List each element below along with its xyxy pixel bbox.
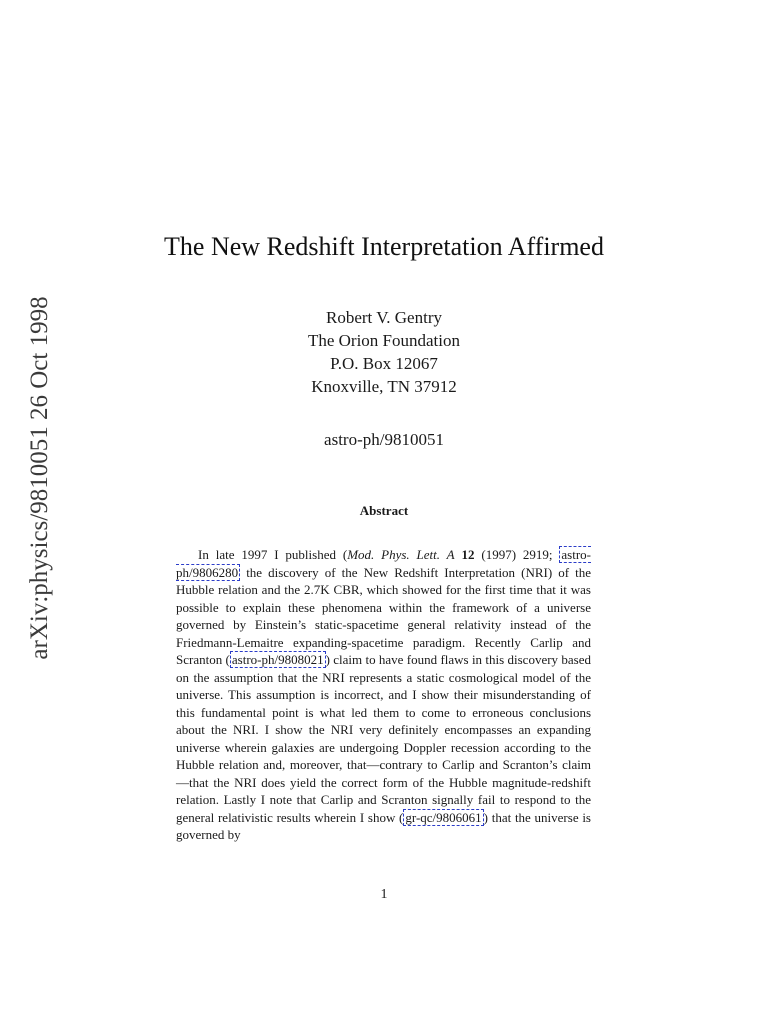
reference-link-2[interactable]: astro-ph/9808021 [231, 652, 324, 667]
author-block [0, 306, 768, 398]
author-organization: The Orion Foundation [307, 331, 461, 350]
page-number: 1 [380, 887, 388, 902]
journal-name: Mod. Phys. Lett. A [347, 547, 455, 562]
abstract-text-3: the discovery of the New Redshift Interpretation (NRI) of the Hubble relation and the 2.7K CBR, which showed for the first time that it was possible to explain these phenomena within the framework of a universe governed by Einstein’s static-spacetime general relativity instead of the Friedmann-Lemaitre expanding-spacetime paradigm. Recently Carlip and Scranton ( [176, 564, 591, 667]
author-address-line2: Knoxville, TN 37912 [311, 377, 457, 396]
abstract-text-5: ) that the universe is governed by [176, 809, 591, 842]
author-name: Robert V. Gentry [325, 308, 442, 327]
reference-link-1[interactable]: astro-ph/9806280 [176, 547, 592, 580]
author-address-line1: P.O. Box 12067 [330, 354, 438, 373]
paper-id: astro-ph/9810051 [324, 430, 444, 449]
abstract-text-4: ) claim to have found flaws in this discovery based on the assumption that the NRI represents a static cosmological model of the universe. This assumption is incorrect, and I show their misunderstanding of this fundamental point is what led them to come to erroneous conclusions about the NRI. I show the NRI very definitely encompasses an expanding universe wherein galaxies are undergoing Doppler recession according to the Hubble relation and, moreover, that—contrary to Carlip and Scranton’s claim—that the NRI does yield the correct form of the Hubble magnitude-redshift relation. Lastly I note that Carlip and Scranton signally fail to respond to the general relativistic results wherein I show ( [176, 652, 591, 825]
arxiv-identifier: arXiv:physics/9810051 26 Oct 1998 [26, 296, 53, 660]
abstract-text-1: In late 1997 I published ( [198, 547, 348, 562]
abstract-heading: Abstract [359, 503, 409, 518]
journal-volume: 12 [461, 547, 475, 562]
abstract-body [176, 546, 591, 844]
paper-title: The New Redshift Interpretation Affirmed [164, 232, 604, 261]
reference-link-3[interactable]: gr-qc/9806061 [405, 809, 482, 825]
abstract-text-2: (1997) 2919; [474, 547, 560, 562]
